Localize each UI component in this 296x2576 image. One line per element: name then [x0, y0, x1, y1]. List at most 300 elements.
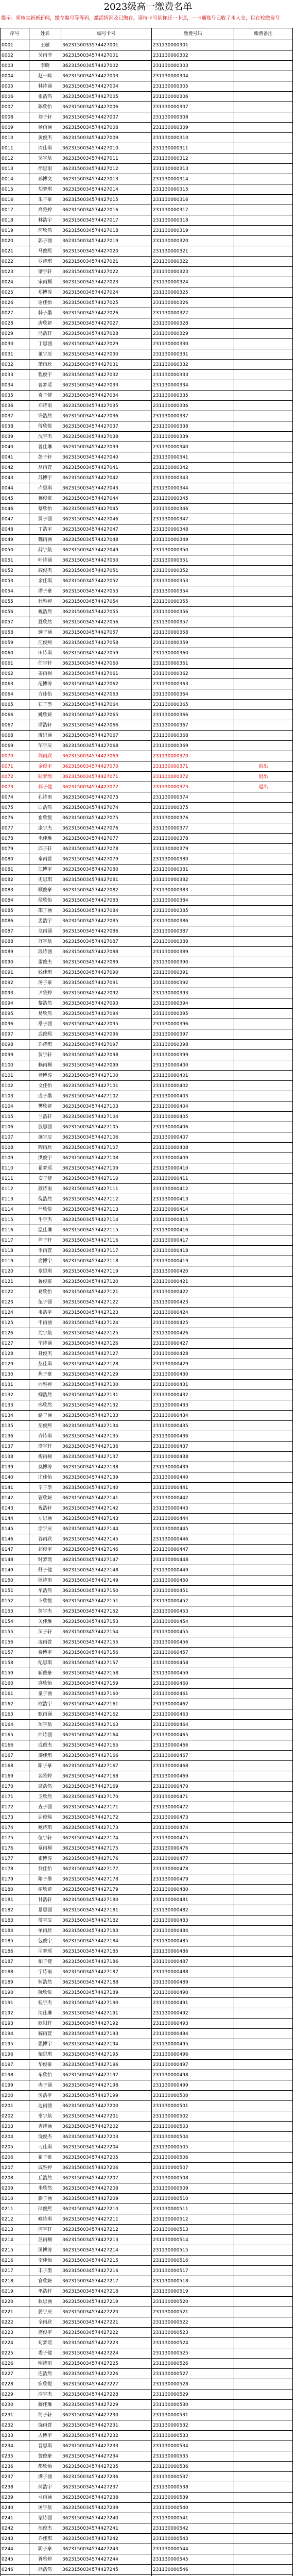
- cell-payment-code: 231130000316: [152, 195, 234, 205]
- cell-payment-code: 231130000493: [152, 2019, 234, 2029]
- cell-serial-no: 0242: [1, 2523, 29, 2534]
- cell-payment-note: [234, 349, 293, 360]
- table-row: [1, 2029, 293, 2039]
- cell-id-number: 3623150034574427151: [61, 1596, 152, 1606]
- cell-payment-code: 231130000544: [152, 2544, 234, 2554]
- cell-name: 闵佳琳: [29, 2008, 61, 2019]
- cell-payment-note: [234, 401, 293, 411]
- cell-name: 韩子墨: [29, 308, 61, 318]
- cell-name: 姚欣妍: [29, 710, 61, 720]
- cell-id-number: 3623150034574427232: [61, 2431, 152, 2441]
- cell-payment-note: [234, 267, 293, 277]
- cell-id-number: 3623150034574427217: [61, 2276, 152, 2286]
- cell-id-number: 3623150034574427021: [61, 257, 152, 267]
- cell-payment-note: [234, 2194, 293, 2204]
- cell-payment-note: [234, 813, 293, 823]
- cell-name: 辛子墨: [29, 1483, 61, 1493]
- cell-payment-note: [234, 2379, 293, 2389]
- cell-name: 马俊熙: [29, 246, 61, 257]
- cell-name: 温佳琳: [29, 1225, 61, 1235]
- cell-name: 宋雨桐: [29, 277, 61, 287]
- cell-serial-no: 0114: [1, 1205, 29, 1215]
- cell-payment-note: [234, 1998, 293, 2008]
- cell-payment-code: 231130000363: [152, 679, 234, 689]
- cell-payment-code: 231130000513: [152, 2225, 234, 2235]
- cell-name: 牟浩然: [29, 1586, 61, 1596]
- table-row: [1, 1771, 293, 1782]
- cell-id-number: 3623150034574427093: [61, 998, 152, 1009]
- table-row: [1, 2286, 293, 2297]
- table-row: [1, 504, 293, 514]
- table-row: [1, 2493, 293, 2503]
- cell-payment-note: [234, 2214, 293, 2225]
- cell-id-number: 3623150034574427208: [61, 2183, 152, 2194]
- table-row: [1, 875, 293, 885]
- cell-payment-note: [234, 1679, 293, 1689]
- table-row: [1, 174, 293, 184]
- cell-serial-no: 0151: [1, 1586, 29, 1596]
- table-row: [1, 1854, 293, 1864]
- cell-payment-note: [234, 1112, 293, 1122]
- cell-payment-code: 231130000441: [152, 1483, 234, 1493]
- cell-serial-no: 0070: [1, 751, 29, 761]
- table-row: [1, 1369, 293, 1380]
- cell-id-number: 3623150034574427011: [61, 154, 152, 164]
- cell-id-number: 3623150034574427206: [61, 2163, 152, 2173]
- cell-name: 阮欣悦: [29, 1988, 61, 1998]
- cell-payment-note: [234, 102, 293, 112]
- table-row: [1, 586, 293, 597]
- cell-payment-note: [234, 1751, 293, 1761]
- table-row: [1, 978, 293, 988]
- cell-name: 白浩然: [29, 803, 61, 813]
- table-row: [1, 1308, 293, 1318]
- cell-payment-code: 231130000426: [152, 1328, 234, 1338]
- cell-serial-no: 0218: [1, 2276, 29, 2286]
- cell-payment-code: 231130000358: [152, 628, 234, 638]
- cell-id-number: 3623150034574427204: [61, 2142, 152, 2153]
- table-row: [1, 257, 293, 267]
- cell-serial-no: 0032: [1, 360, 29, 370]
- table-row: [1, 2359, 293, 2369]
- table-row: [1, 2225, 293, 2235]
- cell-payment-note: [234, 2307, 293, 2317]
- cell-payment-code: 231130000447: [152, 1545, 234, 1555]
- cell-payment-note: [234, 184, 293, 195]
- cell-serial-no: 0147: [1, 1545, 29, 1555]
- cell-payment-code: 231130000419: [152, 1256, 234, 1266]
- cell-serial-no: 0208: [1, 2173, 29, 2183]
- cell-id-number: 3623150034574427142: [61, 1503, 152, 1514]
- cell-name: 狄思涵: [29, 2297, 61, 2307]
- cell-payment-code: 231130000461: [152, 1689, 234, 1699]
- cell-payment-note: [234, 535, 293, 545]
- cell-name: 卜欣悦: [29, 1596, 61, 1606]
- cell-name: 何欣然: [29, 226, 61, 236]
- cell-payment-code: 231130000351: [152, 555, 234, 566]
- cell-name: 柏子健: [29, 1957, 61, 1967]
- cell-id-number: 3623150034574427109: [61, 1163, 152, 1174]
- header-name: 姓名: [29, 28, 61, 40]
- cell-name: 郭子涵: [29, 236, 61, 246]
- cell-payment-note: [234, 1916, 293, 1926]
- cell-name: 项宇航: [29, 1720, 61, 1730]
- cell-payment-code: 231130000435: [152, 1421, 234, 1431]
- cell-id-number: 3623150034574427215: [61, 2256, 152, 2266]
- cell-payment-note: [234, 1843, 293, 1854]
- table-row: [1, 1998, 293, 2008]
- cell-payment-note: [234, 2338, 293, 2348]
- cell-payment-code: 231130000357: [152, 617, 234, 628]
- cell-payment-code: 231130000345: [152, 494, 234, 504]
- cell-id-number: 3623150034574427019: [61, 236, 152, 246]
- cell-serial-no: 0197: [1, 2060, 29, 2070]
- cell-payment-note: [234, 298, 293, 308]
- table-row: [1, 2266, 293, 2276]
- cell-payment-note: [234, 906, 293, 916]
- cell-payment-code: 231130000483: [152, 1916, 234, 1926]
- cell-payment-note: [234, 2183, 293, 2194]
- cell-payment-code: 231130000540: [152, 2503, 234, 2513]
- cell-payment-code: 231130000507: [152, 2163, 234, 2173]
- cell-payment-note: [234, 1988, 293, 1998]
- cell-payment-code: 231130000375: [152, 803, 234, 813]
- cell-payment-code: 231130000336: [152, 401, 234, 411]
- table-row: [1, 1658, 293, 1668]
- cell-id-number: 3623150034574427061: [61, 669, 152, 679]
- cell-payment-note: [234, 823, 293, 834]
- cell-name: 单雨欣: [29, 1926, 61, 1936]
- table-row: [1, 2420, 293, 2431]
- cell-serial-no: 0092: [1, 978, 29, 988]
- cell-serial-no: 0046: [1, 504, 29, 514]
- cell-payment-code: 231130000449: [152, 1565, 234, 1575]
- cell-name: 葛欣怡: [29, 1287, 61, 1297]
- document-title: 2023级高一缴费名单: [103, 2, 193, 12]
- cell-serial-no: 0160: [1, 1679, 29, 1689]
- cell-payment-code: 231130000378: [152, 834, 234, 844]
- cell-payment-note: [234, 463, 293, 473]
- cell-name: 翁佳怡: [29, 1864, 61, 1874]
- cell-payment-note: [234, 2049, 293, 2060]
- cell-serial-no: 0125: [1, 1318, 29, 1328]
- cell-name: 谭浩轩: [29, 720, 61, 731]
- cell-name: 晋思琪: [29, 2441, 61, 2451]
- table-row: [1, 133, 293, 143]
- table-row: [1, 1040, 293, 1050]
- cell-serial-no: 0018: [1, 215, 29, 226]
- cell-name: 房浩宇: [29, 2091, 61, 2101]
- table-row: [1, 1524, 293, 1534]
- cell-payment-note: [234, 998, 293, 1009]
- table-row: [1, 669, 293, 679]
- cell-payment-code: 231130000337: [152, 411, 234, 421]
- cell-serial-no: 0194: [1, 2029, 29, 2039]
- cell-serial-no: 0059: [1, 638, 29, 648]
- cell-id-number: 3623150034574427199: [61, 2091, 152, 2101]
- cell-id-number: 3623150034574427146: [61, 1545, 152, 1555]
- cell-serial-no: 0101: [1, 1071, 29, 1081]
- table-row: [1, 2235, 293, 2245]
- cell-id-number: 3623150034574427031: [61, 360, 152, 370]
- cell-payment-code: 231130000402: [152, 1081, 234, 1091]
- table-row: [1, 782, 293, 792]
- cell-payment-code: 231130000403: [152, 1091, 234, 1101]
- cell-id-number: 3623150034574427234: [61, 2451, 152, 2462]
- cell-name: 薛宇航: [29, 545, 61, 555]
- cell-payment-note: [234, 1349, 293, 1359]
- cell-serial-no: 0122: [1, 1287, 29, 1297]
- cell-payment-note: [234, 1545, 293, 1555]
- cell-payment-code: 231130000302: [152, 50, 234, 61]
- table-row: [1, 2317, 293, 2328]
- cell-name: 蔡欣怡: [29, 504, 61, 514]
- cell-serial-no: 0043: [1, 473, 29, 483]
- cell-serial-no: 0123: [1, 1297, 29, 1308]
- table-row: [1, 1699, 293, 1709]
- cell-name: 蒙诗涵: [29, 2513, 61, 2523]
- cell-serial-no: 0110: [1, 1163, 29, 1174]
- cell-name: 欧阳轩: [29, 2019, 61, 2029]
- cell-serial-no: 0209: [1, 2183, 29, 2194]
- cell-name: 宗佳怡: [29, 2256, 61, 2266]
- cell-payment-note: [234, 2286, 293, 2297]
- cell-serial-no: 0102: [1, 1081, 29, 1091]
- cell-serial-no: 0195: [1, 2039, 29, 2049]
- cell-payment-note: [234, 865, 293, 875]
- cell-serial-no: 0137: [1, 1442, 29, 1452]
- cell-serial-no: 0176: [1, 1843, 29, 1854]
- cell-payment-code: 231130000539: [152, 2493, 234, 2503]
- cell-payment-code: 231130000329: [152, 329, 234, 339]
- table-row: [1, 2462, 293, 2472]
- cell-payment-note: [234, 2534, 293, 2544]
- table-row: [1, 2307, 293, 2317]
- cell-payment-code: 231130000360: [152, 648, 234, 658]
- cell-payment-note: [234, 494, 293, 504]
- cell-serial-no: 0007: [1, 102, 29, 112]
- cell-id-number: 3623150034574427241: [61, 2523, 152, 2534]
- cell-name: 覃雨桐: [29, 1843, 61, 1854]
- cell-serial-no: 0052: [1, 566, 29, 576]
- cell-payment-note: [234, 916, 293, 926]
- cell-name: 盛欣怡: [29, 1679, 61, 1689]
- table-row: [1, 1380, 293, 1390]
- table-row: [1, 143, 293, 154]
- table-row: [1, 514, 293, 524]
- cell-id-number: 3623150034574427064: [61, 700, 152, 710]
- cell-payment-code: 231130000506: [152, 2153, 234, 2163]
- cell-serial-no: 0078: [1, 834, 29, 844]
- cell-serial-no: 0082: [1, 875, 29, 885]
- cell-payment-code: 231130000534: [152, 2441, 234, 2451]
- cell-id-number: 3623150034574427114: [61, 1215, 152, 1225]
- cell-payment-code: 231130000529: [152, 2389, 234, 2400]
- cell-payment-code: 231130000459: [152, 1668, 234, 1679]
- cell-payment-code: 231130000446: [152, 1534, 234, 1545]
- header-id: 编号卡号: [61, 28, 152, 40]
- table-row: [1, 267, 293, 277]
- cell-payment-code: 231130000433: [152, 1400, 234, 1411]
- cell-serial-no: 0111: [1, 1174, 29, 1184]
- cell-payment-code: 231130000349: [152, 535, 234, 545]
- cell-payment-code: 231130000312: [152, 154, 234, 164]
- cell-name: 江博宇: [29, 865, 61, 875]
- cell-serial-no: 0217: [1, 2266, 29, 2276]
- cell-payment-note: [234, 308, 293, 318]
- cell-payment-note: [234, 1854, 293, 1864]
- table-row: [1, 2338, 293, 2348]
- cell-payment-code: 231130000383: [152, 885, 234, 895]
- table-row: [1, 1802, 293, 1812]
- cell-payment-code: 231130000356: [152, 607, 234, 617]
- cell-name: 柴思琪: [29, 2049, 61, 2060]
- table-row: [1, 2534, 293, 2544]
- cell-name: 曹梦瑶: [29, 380, 61, 391]
- cell-serial-no: 0149: [1, 1565, 29, 1575]
- cell-payment-note: [234, 566, 293, 576]
- table-row: [1, 2101, 293, 2111]
- table-row: [1, 761, 293, 772]
- cell-payment-note: [234, 2451, 293, 2462]
- cell-serial-no: 0216: [1, 2256, 29, 2266]
- cell-serial-no: 0011: [1, 143, 29, 154]
- cell-name: 满子涵: [29, 2472, 61, 2482]
- cell-serial-no: 0204: [1, 2132, 29, 2142]
- table-row: [1, 679, 293, 689]
- table-row: [1, 1648, 293, 1658]
- cell-payment-note: [234, 2523, 293, 2534]
- cell-payment-note: [234, 1596, 293, 1606]
- cell-payment-note: [234, 1699, 293, 1709]
- table-row: [1, 1823, 293, 1833]
- table-row: [1, 1988, 293, 1998]
- cell-name: 耿诗雨: [29, 1575, 61, 1586]
- cell-serial-no: 0079: [1, 844, 29, 854]
- cell-name: 牛宇杰: [29, 1215, 61, 1225]
- table-row: [1, 391, 293, 401]
- table-row: [1, 205, 293, 215]
- cell-serial-no: 0038: [1, 421, 29, 432]
- cell-payment-note: [234, 1503, 293, 1514]
- table-row: [1, 1019, 293, 1029]
- cell-payment-code: 231130000379: [152, 844, 234, 854]
- cell-payment-note: [234, 1658, 293, 1668]
- table-row: [1, 751, 293, 761]
- table-row: [1, 710, 293, 720]
- cell-payment-note: [234, 1071, 293, 1081]
- cell-id-number: 3623150034574427154: [61, 1627, 152, 1637]
- cell-serial-no: 0116: [1, 1225, 29, 1235]
- cell-id-number: 3623150034574427042: [61, 473, 152, 483]
- cell-payment-code: 231130000327: [152, 308, 234, 318]
- cell-id-number: 3623150034574427043: [61, 483, 152, 494]
- cell-serial-no: 0131: [1, 1380, 29, 1390]
- cell-name: 聂俊杰: [29, 1349, 61, 1359]
- cell-name: 毛佳琳: [29, 834, 61, 844]
- cell-serial-no: 0031: [1, 349, 29, 360]
- cell-payment-note: [234, 1029, 293, 1040]
- cell-payment-note: [234, 597, 293, 607]
- cell-name: 湛俊宇: [29, 2328, 61, 2338]
- cell-id-number: 3623150034574427214: [61, 2245, 152, 2256]
- cell-payment-code: 231130000516: [152, 2256, 234, 2266]
- cell-id-number: 3623150034574427147: [61, 1555, 152, 1565]
- cell-serial-no: 0026: [1, 298, 29, 308]
- cell-serial-no: 0168: [1, 1761, 29, 1771]
- cell-payment-note: [234, 154, 293, 164]
- cell-serial-no: 0034: [1, 380, 29, 391]
- cell-serial-no: 0013: [1, 164, 29, 174]
- table-row: [1, 937, 293, 947]
- cell-serial-no: 0064: [1, 689, 29, 700]
- cell-payment-code: 231130000486: [152, 1946, 234, 1957]
- cell-id-number: 3623150034574427113: [61, 1205, 152, 1215]
- cell-serial-no: 0201: [1, 2101, 29, 2111]
- cell-name: 童子涵: [29, 1689, 61, 1699]
- table-row: [1, 1235, 293, 1246]
- cell-payment-note: [234, 2431, 293, 2441]
- cell-name: 范博涛: [29, 679, 61, 689]
- cell-id-number: 3623150034574427196: [61, 2060, 152, 2070]
- cell-payment-code: 231130000404: [152, 1101, 234, 1112]
- table-row: [1, 1957, 293, 1967]
- cell-serial-no: 0019: [1, 226, 29, 236]
- cell-name: 连浩然: [29, 2369, 61, 2379]
- cell-payment-note: [234, 2389, 293, 2400]
- cell-id-number: 3623150034574427211: [61, 2214, 152, 2225]
- cell-payment-note: [234, 483, 293, 494]
- table-body: [1, 40, 293, 2576]
- cell-serial-no: 0245: [1, 2554, 29, 2565]
- cell-id-number: 3623150034574427056: [61, 617, 152, 628]
- cell-payment-note: [234, 1400, 293, 1411]
- cell-payment-note: [234, 71, 293, 81]
- table-row: [1, 1874, 293, 1885]
- cell-id-number: 3623150034574427210: [61, 2204, 152, 2214]
- payment-roster-table: [0, 28, 293, 2576]
- table-row: [1, 607, 293, 617]
- cell-name: 洪俊宇: [29, 1153, 61, 1163]
- table-row: [1, 1503, 293, 1514]
- cell-payment-note: [234, 1060, 293, 1071]
- table-row: [1, 1967, 293, 1977]
- cell-name: 孙博文: [29, 174, 61, 184]
- cell-payment-note: [234, 679, 293, 689]
- cell-name: 强博宇: [29, 2039, 61, 2049]
- cell-name: 黄俊杰: [29, 133, 61, 143]
- cell-payment-code: 231130000427: [152, 1338, 234, 1349]
- cell-serial-no: 0154: [1, 1617, 29, 1627]
- cell-serial-no: 0061: [1, 658, 29, 669]
- cell-name: 汪俊熙: [29, 638, 61, 648]
- cell-id-number: 3623150034574427038: [61, 432, 152, 442]
- cell-serial-no: 0138: [1, 1452, 29, 1462]
- cell-payment-code: 231130000421: [152, 1277, 234, 1287]
- cell-serial-no: 0069: [1, 741, 29, 751]
- cell-serial-no: 0184: [1, 1926, 29, 1936]
- cell-serial-no: 0145: [1, 1524, 29, 1534]
- cell-payment-code: 231130000340: [152, 442, 234, 452]
- table-row: [1, 1565, 293, 1575]
- cell-name: 尹雅婷: [29, 988, 61, 998]
- cell-serial-no: 0071: [1, 761, 29, 772]
- cell-serial-no: 0027: [1, 308, 29, 318]
- table-row: [1, 1534, 293, 1545]
- cell-payment-code: 231130000518: [152, 2276, 234, 2286]
- cell-serial-no: 0169: [1, 1771, 29, 1782]
- cell-payment-note: [234, 658, 293, 669]
